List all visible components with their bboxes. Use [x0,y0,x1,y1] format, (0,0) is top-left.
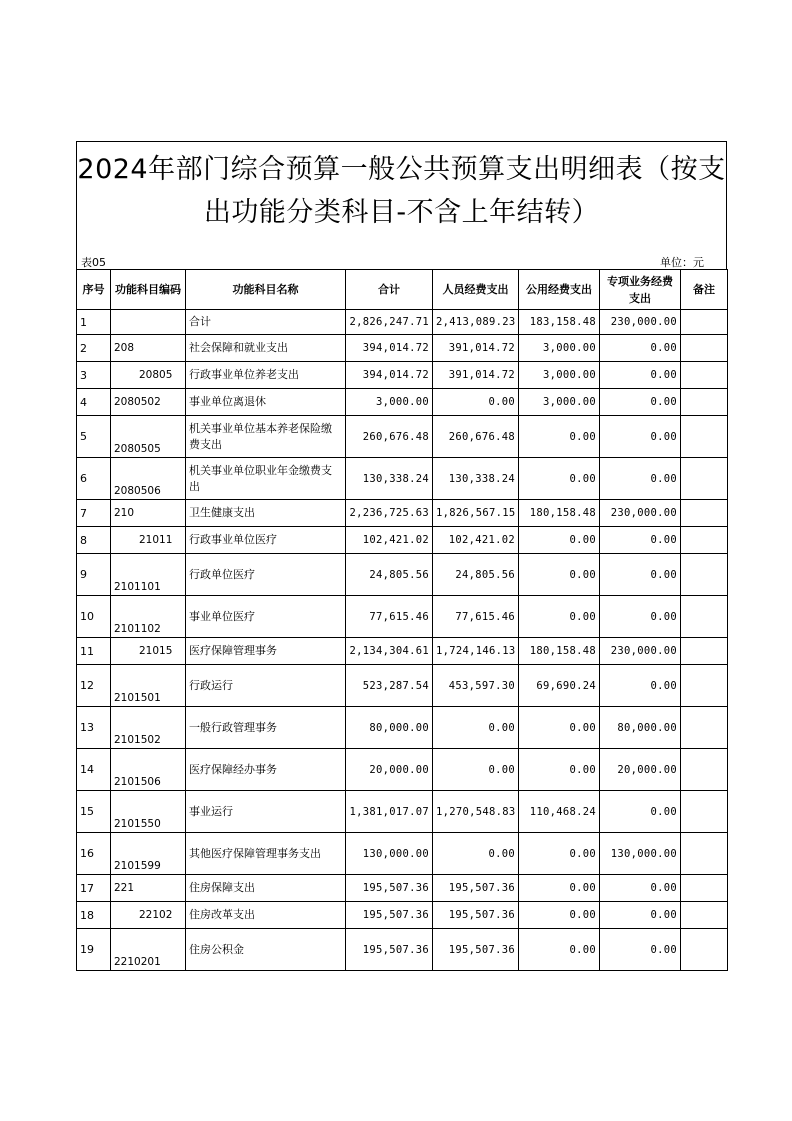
table-row [77,833,728,875]
table-row [77,554,728,596]
row-public: 3,000.00 [519,362,600,389]
table-row [77,416,728,458]
row-public: 0.00 [519,833,600,875]
row-code: 2101550 [111,791,186,833]
row-remark [681,416,728,458]
row-personnel: 102,421.02 [433,527,519,554]
row-public: 0.00 [519,875,600,902]
row-seq: 9 [77,554,111,596]
row-special: 0.00 [600,389,681,416]
table-row [77,902,728,929]
row-special: 0.00 [600,791,681,833]
row-name: 医疗保障经办事务 [186,749,346,791]
row-code: 21015 [111,638,186,665]
row-special: 0.00 [600,554,681,596]
header-name: 功能科目名称 [186,270,346,310]
row-remark [681,554,728,596]
row-seq: 8 [77,527,111,554]
row-personnel: 77,615.46 [433,596,519,638]
row-code: 2080505 [111,416,186,458]
row-code: 2080506 [111,458,186,500]
row-special: 80,000.00 [600,707,681,749]
row-seq: 18 [77,902,111,929]
row-total: 523,287.54 [346,665,433,707]
row-public: 0.00 [519,554,600,596]
row-code: 20805 [111,362,186,389]
row-special: 0.00 [600,527,681,554]
row-special: 230,000.00 [600,310,681,335]
row-public: 0.00 [519,707,600,749]
row-seq: 6 [77,458,111,500]
row-name: 合计 [186,310,346,335]
row-code: 21011 [111,527,186,554]
row-seq: 10 [77,596,111,638]
header-remark: 备注 [681,270,728,310]
row-seq: 13 [77,707,111,749]
expenditure-table [76,269,728,971]
table-row [77,638,728,665]
row-seq: 17 [77,875,111,902]
row-special: 0.00 [600,902,681,929]
row-public: 69,690.24 [519,665,600,707]
row-total: 3,000.00 [346,389,433,416]
row-personnel: 391,014.72 [433,335,519,362]
row-total: 195,507.36 [346,875,433,902]
header-public: 公用经费支出 [519,270,600,310]
table-row [77,665,728,707]
row-seq: 3 [77,362,111,389]
table-row [77,310,728,335]
row-total: 1,381,017.07 [346,791,433,833]
row-code: 2101102 [111,596,186,638]
row-name: 事业运行 [186,791,346,833]
row-personnel: 1,826,567.15 [433,500,519,527]
row-name: 事业单位医疗 [186,596,346,638]
row-special: 230,000.00 [600,500,681,527]
row-seq: 12 [77,665,111,707]
row-total: 260,676.48 [346,416,433,458]
row-remark [681,749,728,791]
table-row [77,875,728,902]
row-total: 2,826,247.71 [346,310,433,335]
row-public: 180,158.48 [519,500,600,527]
budget-sheet [76,141,727,971]
row-special: 130,000.00 [600,833,681,875]
row-seq: 14 [77,749,111,791]
row-public: 0.00 [519,749,600,791]
table-row [77,791,728,833]
row-total: 20,000.00 [346,749,433,791]
row-seq: 4 [77,389,111,416]
row-seq: 11 [77,638,111,665]
row-name: 行政事业单位医疗 [186,527,346,554]
row-special: 0.00 [600,596,681,638]
row-special: 230,000.00 [600,638,681,665]
row-total: 195,507.36 [346,929,433,971]
row-public: 0.00 [519,902,600,929]
row-code: 22102 [111,902,186,929]
row-seq: 2 [77,335,111,362]
row-personnel: 1,270,548.83 [433,791,519,833]
row-seq: 5 [77,416,111,458]
row-remark [681,791,728,833]
row-public: 0.00 [519,527,600,554]
row-name: 住房公积金 [186,929,346,971]
row-name: 机关事业单位基本养老保险缴费支出 [186,416,346,458]
header-row [77,270,728,310]
row-personnel: 0.00 [433,707,519,749]
row-special: 0.00 [600,875,681,902]
row-remark [681,500,728,527]
row-special: 0.00 [600,665,681,707]
row-remark [681,707,728,749]
row-remark [681,389,728,416]
row-special: 0.00 [600,458,681,500]
row-public: 0.00 [519,929,600,971]
table-body [77,310,728,971]
row-remark [681,638,728,665]
row-code: 2080502 [111,389,186,416]
row-public: 110,468.24 [519,791,600,833]
row-personnel: 0.00 [433,833,519,875]
row-public: 0.00 [519,458,600,500]
row-seq: 15 [77,791,111,833]
row-remark [681,335,728,362]
row-seq: 19 [77,929,111,971]
table-row [77,749,728,791]
row-name: 住房改革支出 [186,902,346,929]
row-public: 0.00 [519,596,600,638]
header-special: 专项业务经费支出 [600,270,681,310]
row-personnel: 0.00 [433,749,519,791]
table-row [77,500,728,527]
row-total: 77,615.46 [346,596,433,638]
row-personnel: 24,805.56 [433,554,519,596]
row-public: 3,000.00 [519,335,600,362]
title-box [76,141,727,247]
row-name: 行政运行 [186,665,346,707]
table-row [77,929,728,971]
row-total: 2,236,725.63 [346,500,433,527]
row-seq: 7 [77,500,111,527]
row-remark [681,929,728,971]
row-name: 机关事业单位职业年金缴费支出 [186,458,346,500]
row-remark [681,527,728,554]
table-row [77,389,728,416]
row-code: 2101506 [111,749,186,791]
row-name: 社会保障和就业支出 [186,335,346,362]
row-personnel: 391,014.72 [433,362,519,389]
row-total: 24,805.56 [346,554,433,596]
row-personnel: 195,507.36 [433,929,519,971]
row-code [111,310,186,335]
row-name: 医疗保障管理事务 [186,638,346,665]
row-public: 0.00 [519,416,600,458]
row-special: 0.00 [600,362,681,389]
row-remark [681,596,728,638]
row-public: 3,000.00 [519,389,600,416]
row-remark [681,902,728,929]
header-seq: 序号 [77,270,111,310]
row-public: 183,158.48 [519,310,600,335]
row-code: 2101599 [111,833,186,875]
row-personnel: 195,507.36 [433,902,519,929]
table-row [77,335,728,362]
table-row [77,707,728,749]
header-personnel: 人员经费支出 [433,270,519,310]
row-name: 行政单位医疗 [186,554,346,596]
row-code: 208 [111,335,186,362]
table-row [77,527,728,554]
row-personnel: 1,724,146.13 [433,638,519,665]
row-total: 195,507.36 [346,902,433,929]
row-total: 80,000.00 [346,707,433,749]
row-special: 0.00 [600,929,681,971]
row-total: 394,014.72 [346,362,433,389]
row-total: 102,421.02 [346,527,433,554]
meta-row [76,247,727,269]
row-special: 0.00 [600,335,681,362]
row-code: 2210201 [111,929,186,971]
table-row [77,362,728,389]
row-remark [681,665,728,707]
page-title: 2024年部门综合预算一般公共预算支出明细表（按支出功能分类科目-不含上年结转） [77,154,726,228]
row-remark [681,310,728,335]
row-name: 其他医疗保障管理事务支出 [186,833,346,875]
row-personnel: 130,338.24 [433,458,519,500]
form-number: 表05 [81,256,106,269]
row-code: 2101502 [111,707,186,749]
row-seq: 16 [77,833,111,875]
row-total: 130,338.24 [346,458,433,500]
row-remark [681,362,728,389]
header-total: 合计 [346,270,433,310]
row-code: 2101101 [111,554,186,596]
row-seq: 1 [77,310,111,335]
row-name: 行政事业单位养老支出 [186,362,346,389]
row-total: 130,000.00 [346,833,433,875]
row-public: 180,158.48 [519,638,600,665]
row-remark [681,458,728,500]
row-personnel: 260,676.48 [433,416,519,458]
row-code: 2101501 [111,665,186,707]
row-code: 210 [111,500,186,527]
row-personnel: 453,597.30 [433,665,519,707]
unit-label: 单位：元 [660,256,704,269]
table-row [77,596,728,638]
row-name: 事业单位离退休 [186,389,346,416]
table-row [77,458,728,500]
row-total: 394,014.72 [346,335,433,362]
row-name: 住房保障支出 [186,875,346,902]
row-personnel: 195,507.36 [433,875,519,902]
row-name: 卫生健康支出 [186,500,346,527]
row-special: 20,000.00 [600,749,681,791]
row-remark [681,833,728,875]
row-personnel: 0.00 [433,389,519,416]
row-code: 221 [111,875,186,902]
row-personnel: 2,413,089.23 [433,310,519,335]
row-remark [681,875,728,902]
row-total: 2,134,304.61 [346,638,433,665]
header-code: 功能科目编码 [111,270,186,310]
row-name: 一般行政管理事务 [186,707,346,749]
row-special: 0.00 [600,416,681,458]
